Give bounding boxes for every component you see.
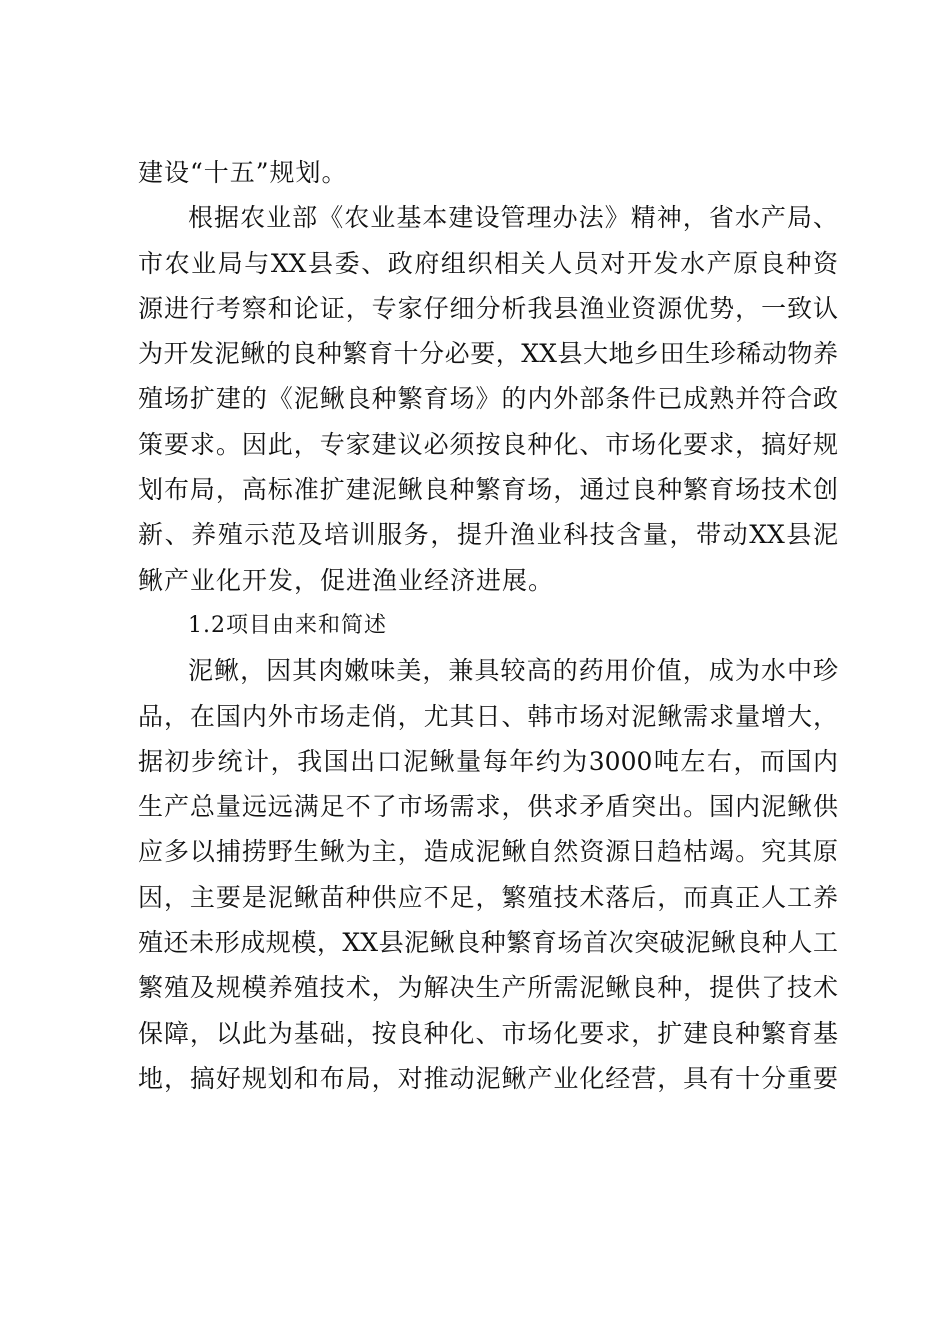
body-text [138, 150, 838, 1101]
text-line: 市农业局与XX县委、政府组织相关人员对开发水产原良种资 [138, 248, 838, 278]
text-line: 品，在国内外市场走俏，尤其日、韩市场对泥鳅需求量增大， [138, 701, 838, 731]
text-line: 生产总量远远满足不了市场需求，供求矛盾突出。国内泥鳅供 [138, 792, 838, 822]
text-line: 应多以捕捞野生鳅为主，造成泥鳅自然资源日趋枯竭。究其原 [138, 837, 838, 867]
text-line: 据初步统计，我国出口泥鳅量每年约为3000吨左右，而国内 [138, 746, 838, 776]
text-line: 繁殖及规模养殖技术，为解决生产所需泥鳅良种，提供了技术 [138, 973, 838, 1003]
text-line: 地，搞好规划和布局，对推动泥鳅产业化经营，具有十分重要 [138, 1063, 838, 1093]
section-heading: 1.2项目由来和简述 [188, 612, 387, 638]
text-line: 殖场扩建的《泥鳅良种繁育场》的内外部条件已成熟并符合政 [138, 384, 838, 414]
text-line: 建设“十五”规划。 [138, 158, 348, 187]
text-line: 为开发泥鳅的良种繁育十分必要，XX县大地乡田生珍稀动物养 [138, 339, 838, 369]
text-line: 保障，以此为基础，按良种化、市场化要求，扩建良种繁育基 [138, 1018, 838, 1048]
text-line: 源进行考察和论证，专家仔细分析我县渔业资源优势，一致认 [138, 293, 838, 323]
text-line: 鳅产业化开发，促进渔业经济进展。 [138, 565, 555, 595]
text-line: 因，主要是泥鳅苗种供应不足，繁殖技术落后，而真正人工养 [138, 882, 838, 912]
text-line: 策要求。因此，专家建议必须按良种化、市场化要求，搞好规 [138, 429, 838, 459]
text-line: 根据农业部《农业基本建设管理办法》精神，省水产局、 [188, 203, 838, 233]
text-line: 划布局，高标准扩建泥鳅良种繁育场，通过良种繁育场技术创 [138, 475, 838, 505]
text-line: 泥鳅，因其肉嫩味美，兼具较高的药用价值，成为水中珍 [188, 656, 838, 686]
text-line: 新、养殖示范及培训服务，提升渔业科技含量，带动XX县泥 [138, 520, 838, 550]
text-line: 殖还未形成规模，XX县泥鳅良种繁育场首次突破泥鳅良种人工 [138, 928, 838, 958]
